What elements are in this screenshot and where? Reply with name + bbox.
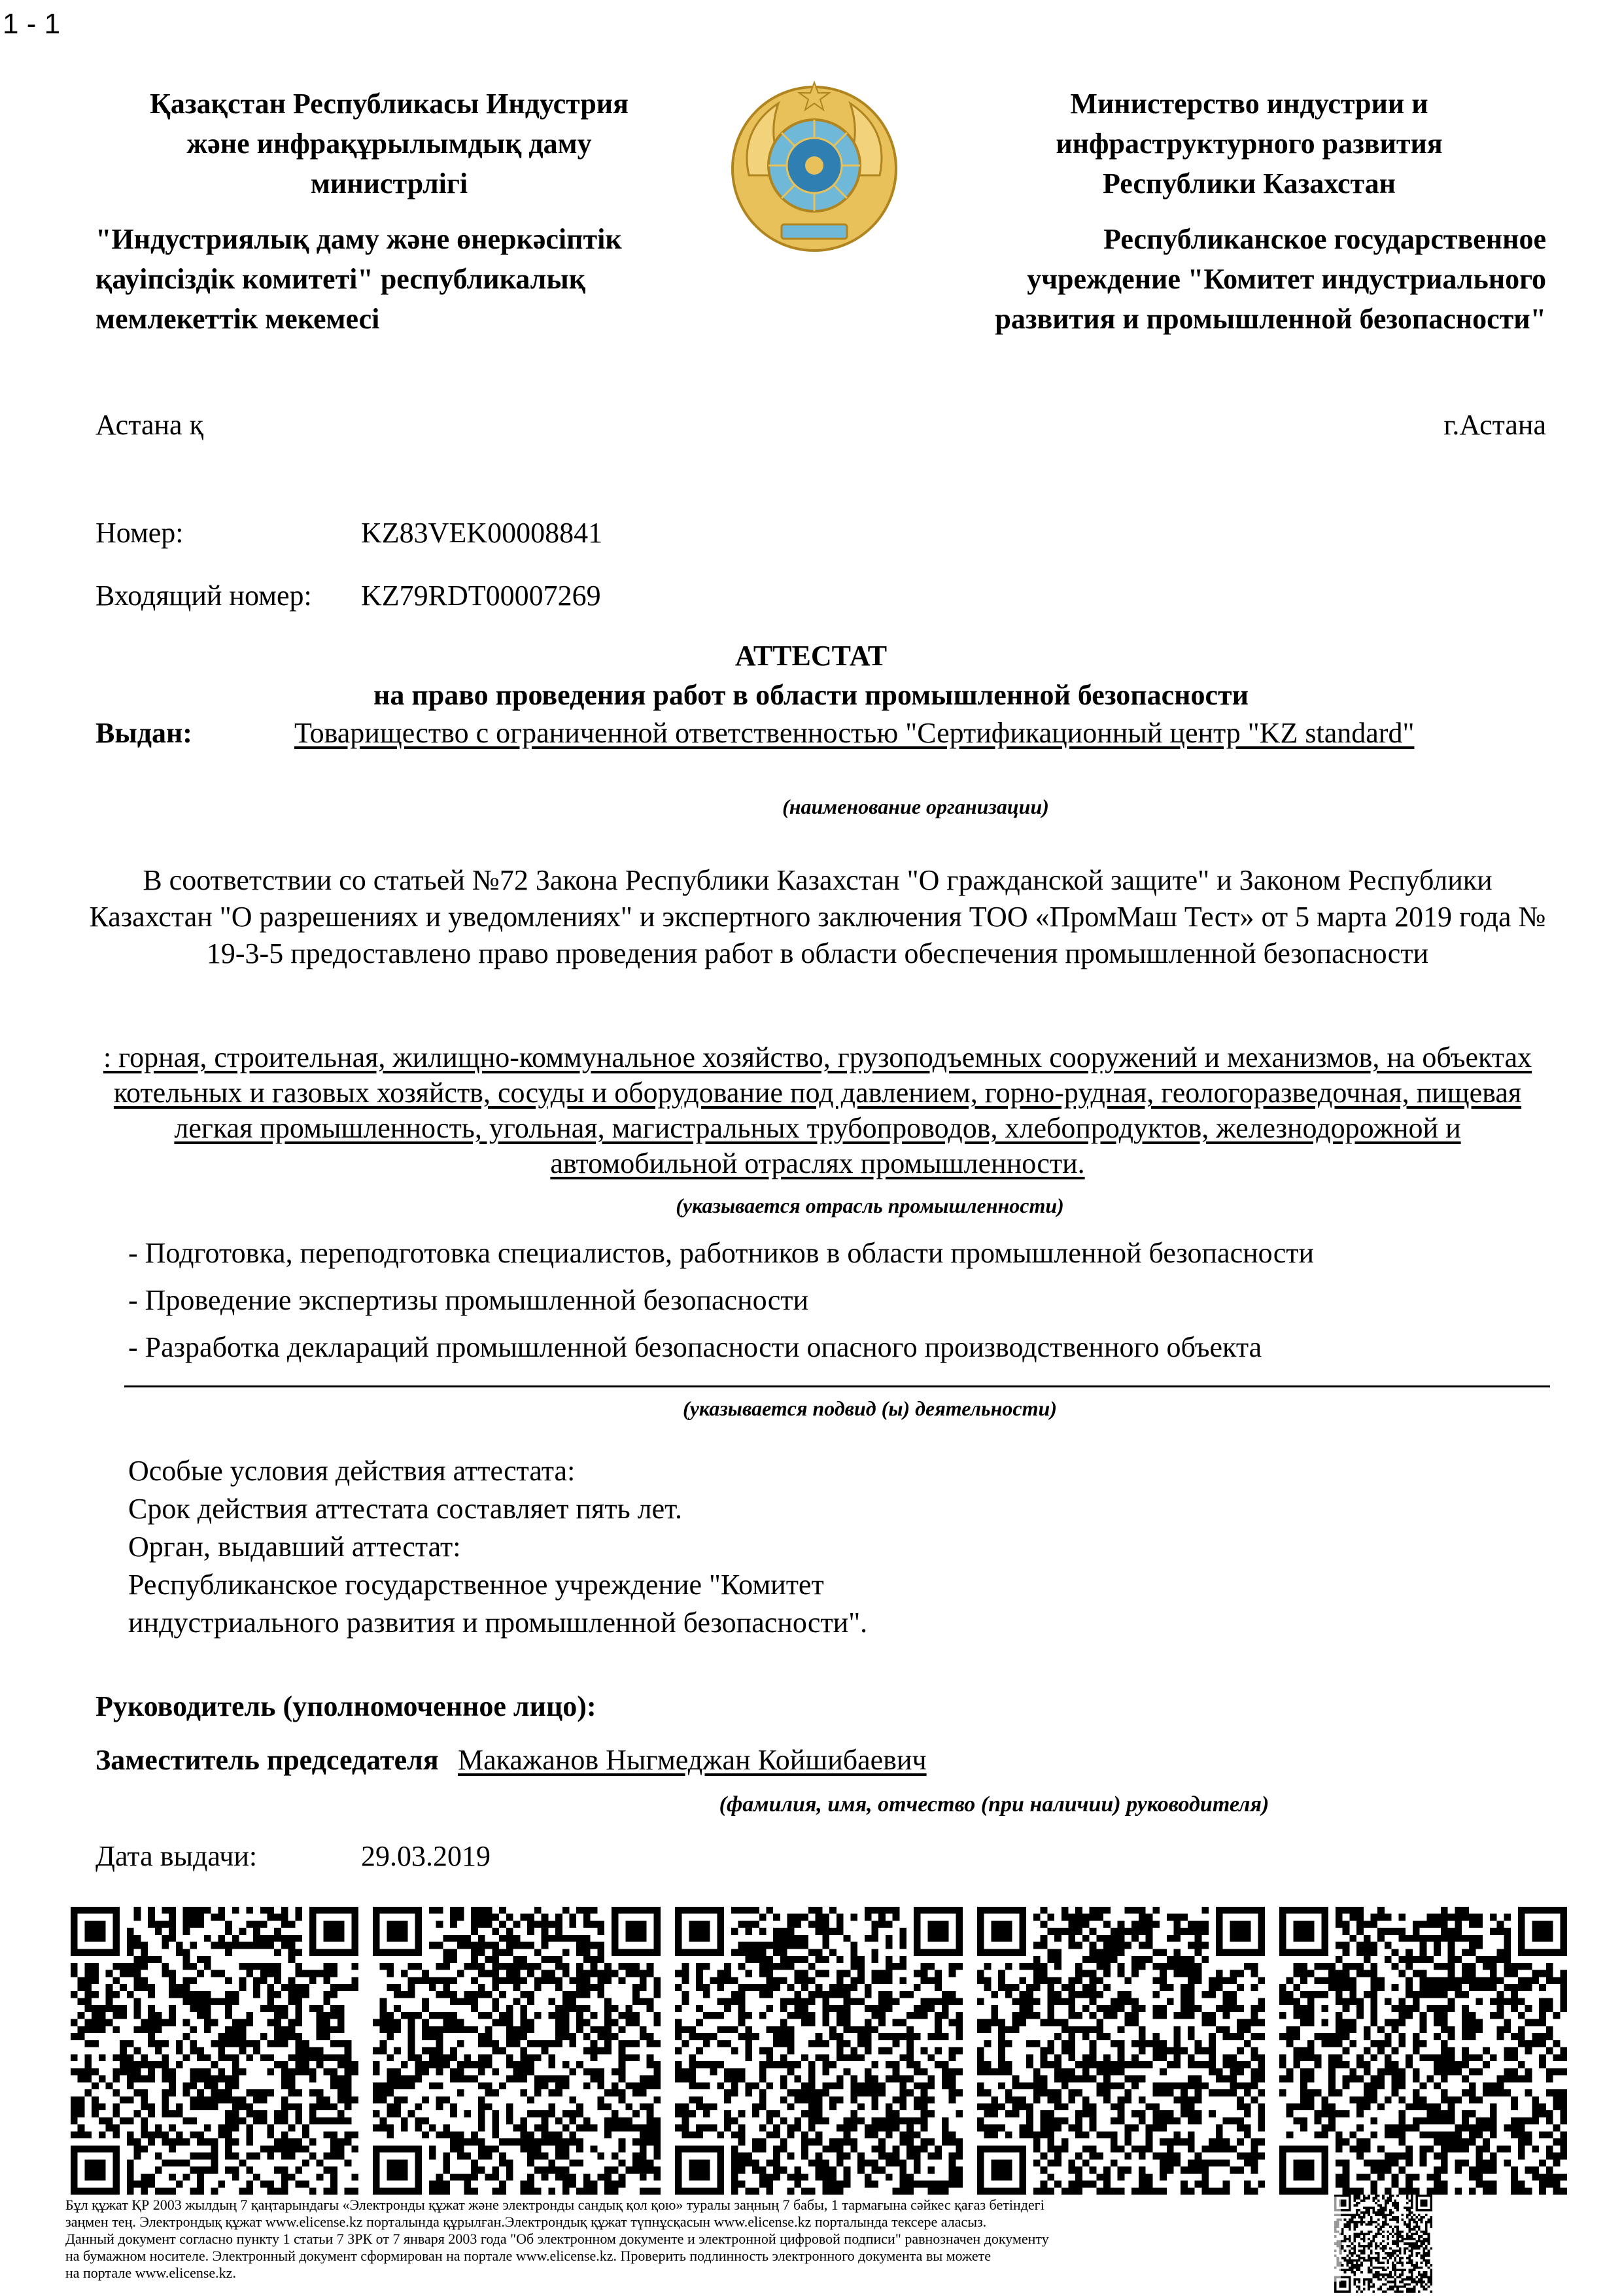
ministry-ru-line: Республики Казахстан [1102, 167, 1396, 200]
committee-kz-line: қауіпсіздік комитеті" республикалық [95, 263, 586, 295]
committee-ru-line: учреждение "Комитет индустриального [1027, 263, 1546, 295]
special-conditions [128, 1452, 1305, 1642]
signatory-name: Макажанов Ныгмеджан Койшибаевич [458, 1744, 927, 1776]
footer-line: Данный документ согласно пункту 1 статьи 7 ЗРК от 7 января 2003 года "Об электронном документе и электронной цифровой подписи" равнозначен документу [65, 2231, 1049, 2247]
committee-name-kz [95, 219, 723, 339]
footer-line: на портале www.elicense.kz. [65, 2265, 236, 2281]
document-subtitle: на право проведения работ в области промышленной безопасности [373, 679, 1249, 711]
issued-to-label: Выдан: [95, 717, 192, 749]
committee-kz-line: мемлекеттік мекемесі [95, 303, 380, 335]
footer-line: Бұл құжат ҚР 2003 жылдың 7 қаңтарындағы «Электронды құжат және электронды сандық қол қою» туралы заңның 7 бабы, 1 тармағына сәйкес қағаз бетіндегі [65, 2197, 1044, 2213]
head-label: Руководитель (уполномоченное лицо): [95, 1690, 596, 1722]
document-title: АТТЕСТАТ [734, 640, 888, 672]
committee-name-ru [866, 219, 1546, 339]
city-ru: г.Астана [1443, 409, 1546, 441]
committee-kz-line: "Индустриялық даму және өнеркәсіптік [95, 223, 622, 255]
ministry-kz-line: министрлігі [310, 167, 468, 200]
qr-code-icon [71, 1907, 358, 2195]
committee-ru-line: Республиканское государственное [1103, 223, 1546, 255]
footer-line: на бумажном носителе. Электронный документ сформирован на портале www.elicense.kz. Проверить подлинность электронного документа вы можете [65, 2248, 992, 2264]
divider-line [124, 1385, 1550, 1387]
electronic-document-notice [65, 2197, 1341, 2282]
industry-caption: (указывается отрасль промышленности) [676, 1194, 1064, 1217]
condition-line: Орган, выдавший аттестат: [128, 1531, 461, 1563]
signatory-position: Заместитель председателя [95, 1744, 439, 1776]
issue-date-label: Дата выдачи: [95, 1840, 258, 1872]
incoming-number-label: Входящий номер: [95, 580, 312, 612]
qr-code-icon [373, 1907, 661, 2195]
number-value: KZ83VEK00008841 [361, 517, 603, 549]
number-label: Номер: [95, 517, 184, 549]
organization-caption: (наименование организации) [782, 795, 1049, 818]
signatory-caption: (фамилия, имя, отчество (при наличии) руководителя) [719, 1792, 1269, 1817]
condition-line: Срок действия аттестата составляет пять лет. [128, 1493, 683, 1525]
page-number: 1 - 1 [3, 8, 61, 40]
ministry-name-kz [85, 84, 693, 203]
ministry-ru-line: Министерство индустрии и [1070, 88, 1428, 120]
issued-to-value: Товарищество с ограниченной ответственностью "Сертификационный центр "KZ standard" [294, 717, 1415, 749]
activity-item: - Подготовка, переподготовка специалистов, работников в области промышленной безопасности [128, 1237, 1315, 1269]
ministry-ru-line: инфраструктурного развития [1056, 128, 1443, 160]
issue-date-value: 29.03.2019 [361, 1840, 491, 1872]
qr-code-icon [1279, 1907, 1567, 2195]
activity-item: - Разработка деклараций промышленной безопасности опасного производственного объекта [128, 1331, 1262, 1363]
ministry-kz-line: және инфрақұрылымдық даму [186, 128, 592, 160]
condition-line: Особые условия действия аттестата: [128, 1455, 576, 1487]
footer-line: заңмен тең. Электрондық құжат www.elicense.kz порталында құрылған.Электрондық құжат түпнұсқасын www.elicense.kz порталында тексере аласыз. [65, 2214, 987, 2230]
legal-basis-paragraph: В соответствии со статьей №72 Закона Республики Казахстан "О гражданской защите" и Законом Республики Казахстан "О разрешениях и уведомлениях" и экспертного заключения ТОО «ПромМаш Тест» от 5 марта 2019 года № 19-3-5 предоставлено право проведения работ в области обеспечения промышленной безопасности [89, 864, 1546, 969]
industry-sectors: : горная, строительная, жилищно-коммунальное хозяйство, грузоподъемных сооружений и механизмов, на объектах котельных и газовых хозяйств, сосуды и оборудование под давлением, горно-рудная, геологоразведочная, пищевая легкая промышленность, угольная, магистральных трубопроводов, хлебопродуктов, железнодорожной и автомобильной отраслях промышленности. [103, 1041, 1532, 1179]
activity-caption: (указывается подвид (ы) деятельности) [683, 1397, 1057, 1420]
ministry-name-ru [935, 84, 1563, 203]
condition-line: Республиканское государственное учреждение "Комитет [128, 1569, 824, 1601]
ministry-kz-line: Қазақстан Республикасы Индустрия [150, 88, 629, 120]
city-kz: Астана қ [95, 409, 203, 441]
qr-code-icon [1334, 2195, 1432, 2273]
incoming-number-value: KZ79RDT00007269 [361, 580, 601, 612]
qr-code-icon [675, 1907, 963, 2195]
committee-ru-line: развития и промышленной безопасности" [995, 303, 1546, 335]
condition-line: индустриального развития и промышленной безопасности". [128, 1607, 868, 1639]
activity-item: - Проведение экспертизы промышленной безопасности [128, 1284, 809, 1316]
qr-code-icon [977, 1907, 1265, 2195]
